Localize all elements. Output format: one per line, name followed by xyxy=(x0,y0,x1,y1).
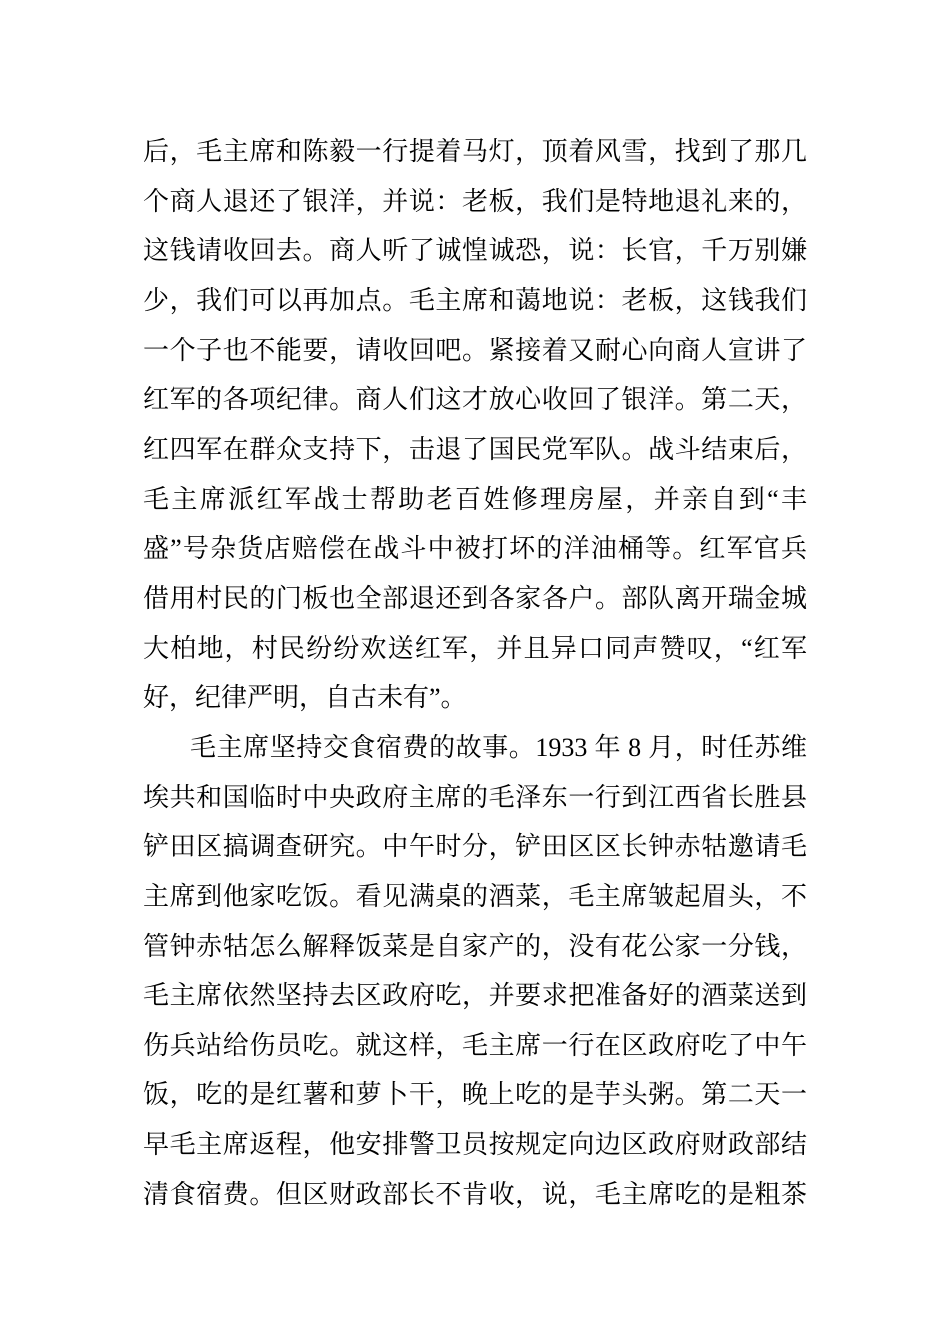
text-line: 铲田区搞调查研究。中午时分，铲田区区长钟赤牯邀请毛 xyxy=(143,832,807,862)
text-line: 毛主席派红军战士帮助老百姓修理房屋，并亲自到“丰 xyxy=(143,484,807,514)
text-line: 管钟赤牯怎么解释饭菜是自家产的，没有花公家一分钱， xyxy=(143,931,807,961)
text-line: 红军的各项纪律。商人们这才放心收回了银洋。第二天， xyxy=(143,385,807,415)
text-line: 伤兵站给伤员吃。就这样，毛主席一行在区政府吃了中午 xyxy=(143,1030,807,1060)
text-line: 少，我们可以再加点。毛主席和蔼地说：老板，这钱我们 xyxy=(143,285,807,315)
text-line: 毛主席依然坚持去区政府吃，并要求把准备好的酒菜送到 xyxy=(143,981,807,1011)
text-line: 主席到他家吃饭。看见满桌的酒菜，毛主席皱起眉头，不 xyxy=(143,881,807,911)
text-block xyxy=(143,127,807,1219)
text-line: 埃共和国临时中央政府主席的毛泽东一行到江西省长胜县 xyxy=(143,782,807,812)
text-line: 好，纪律严明，自古未有”。 xyxy=(143,683,467,713)
text-line: 这钱请收回去。商人听了诚惶诚恐，说：长官，千万别嫌 xyxy=(143,236,807,266)
text-line: 个商人退还了银洋，并说：老板，我们是特地退礼来的， xyxy=(143,186,807,216)
text-line: 一个子也不能要，请收回吧。紧接着又耐心向商人宣讲了 xyxy=(143,335,807,365)
text-line: 清食宿费。但区财政部长不肯收，说，毛主席吃的是粗茶 xyxy=(143,1179,807,1209)
text-line: 早毛主席返程，他安排警卫员按规定向边区政府财政部结 xyxy=(143,1130,807,1160)
text-line: 大柏地，村民纷纷欢送红军，并且异口同声赞叹，“红军 xyxy=(143,633,807,663)
text-line: 后，毛主席和陈毅一行提着马灯，顶着风雪，找到了那几 xyxy=(143,137,807,166)
text-line: 借用村民的门板也全部退还到各家各户。部队离开瑞金城 xyxy=(143,583,807,613)
text-line: 毛主席坚持交食宿费的故事。1933 年 8 月，时任苏维 xyxy=(190,732,807,762)
text-line: 饭，吃的是红薯和萝卜干，晚上吃的是芋头粥。第二天一 xyxy=(143,1080,807,1110)
text-line: 红四军在群众支持下，击退了国民党军队。战斗结束后， xyxy=(143,434,807,464)
text-line: 盛”号杂货店赔偿在战斗中被打坏的洋油桶等。红军官兵 xyxy=(143,534,807,564)
